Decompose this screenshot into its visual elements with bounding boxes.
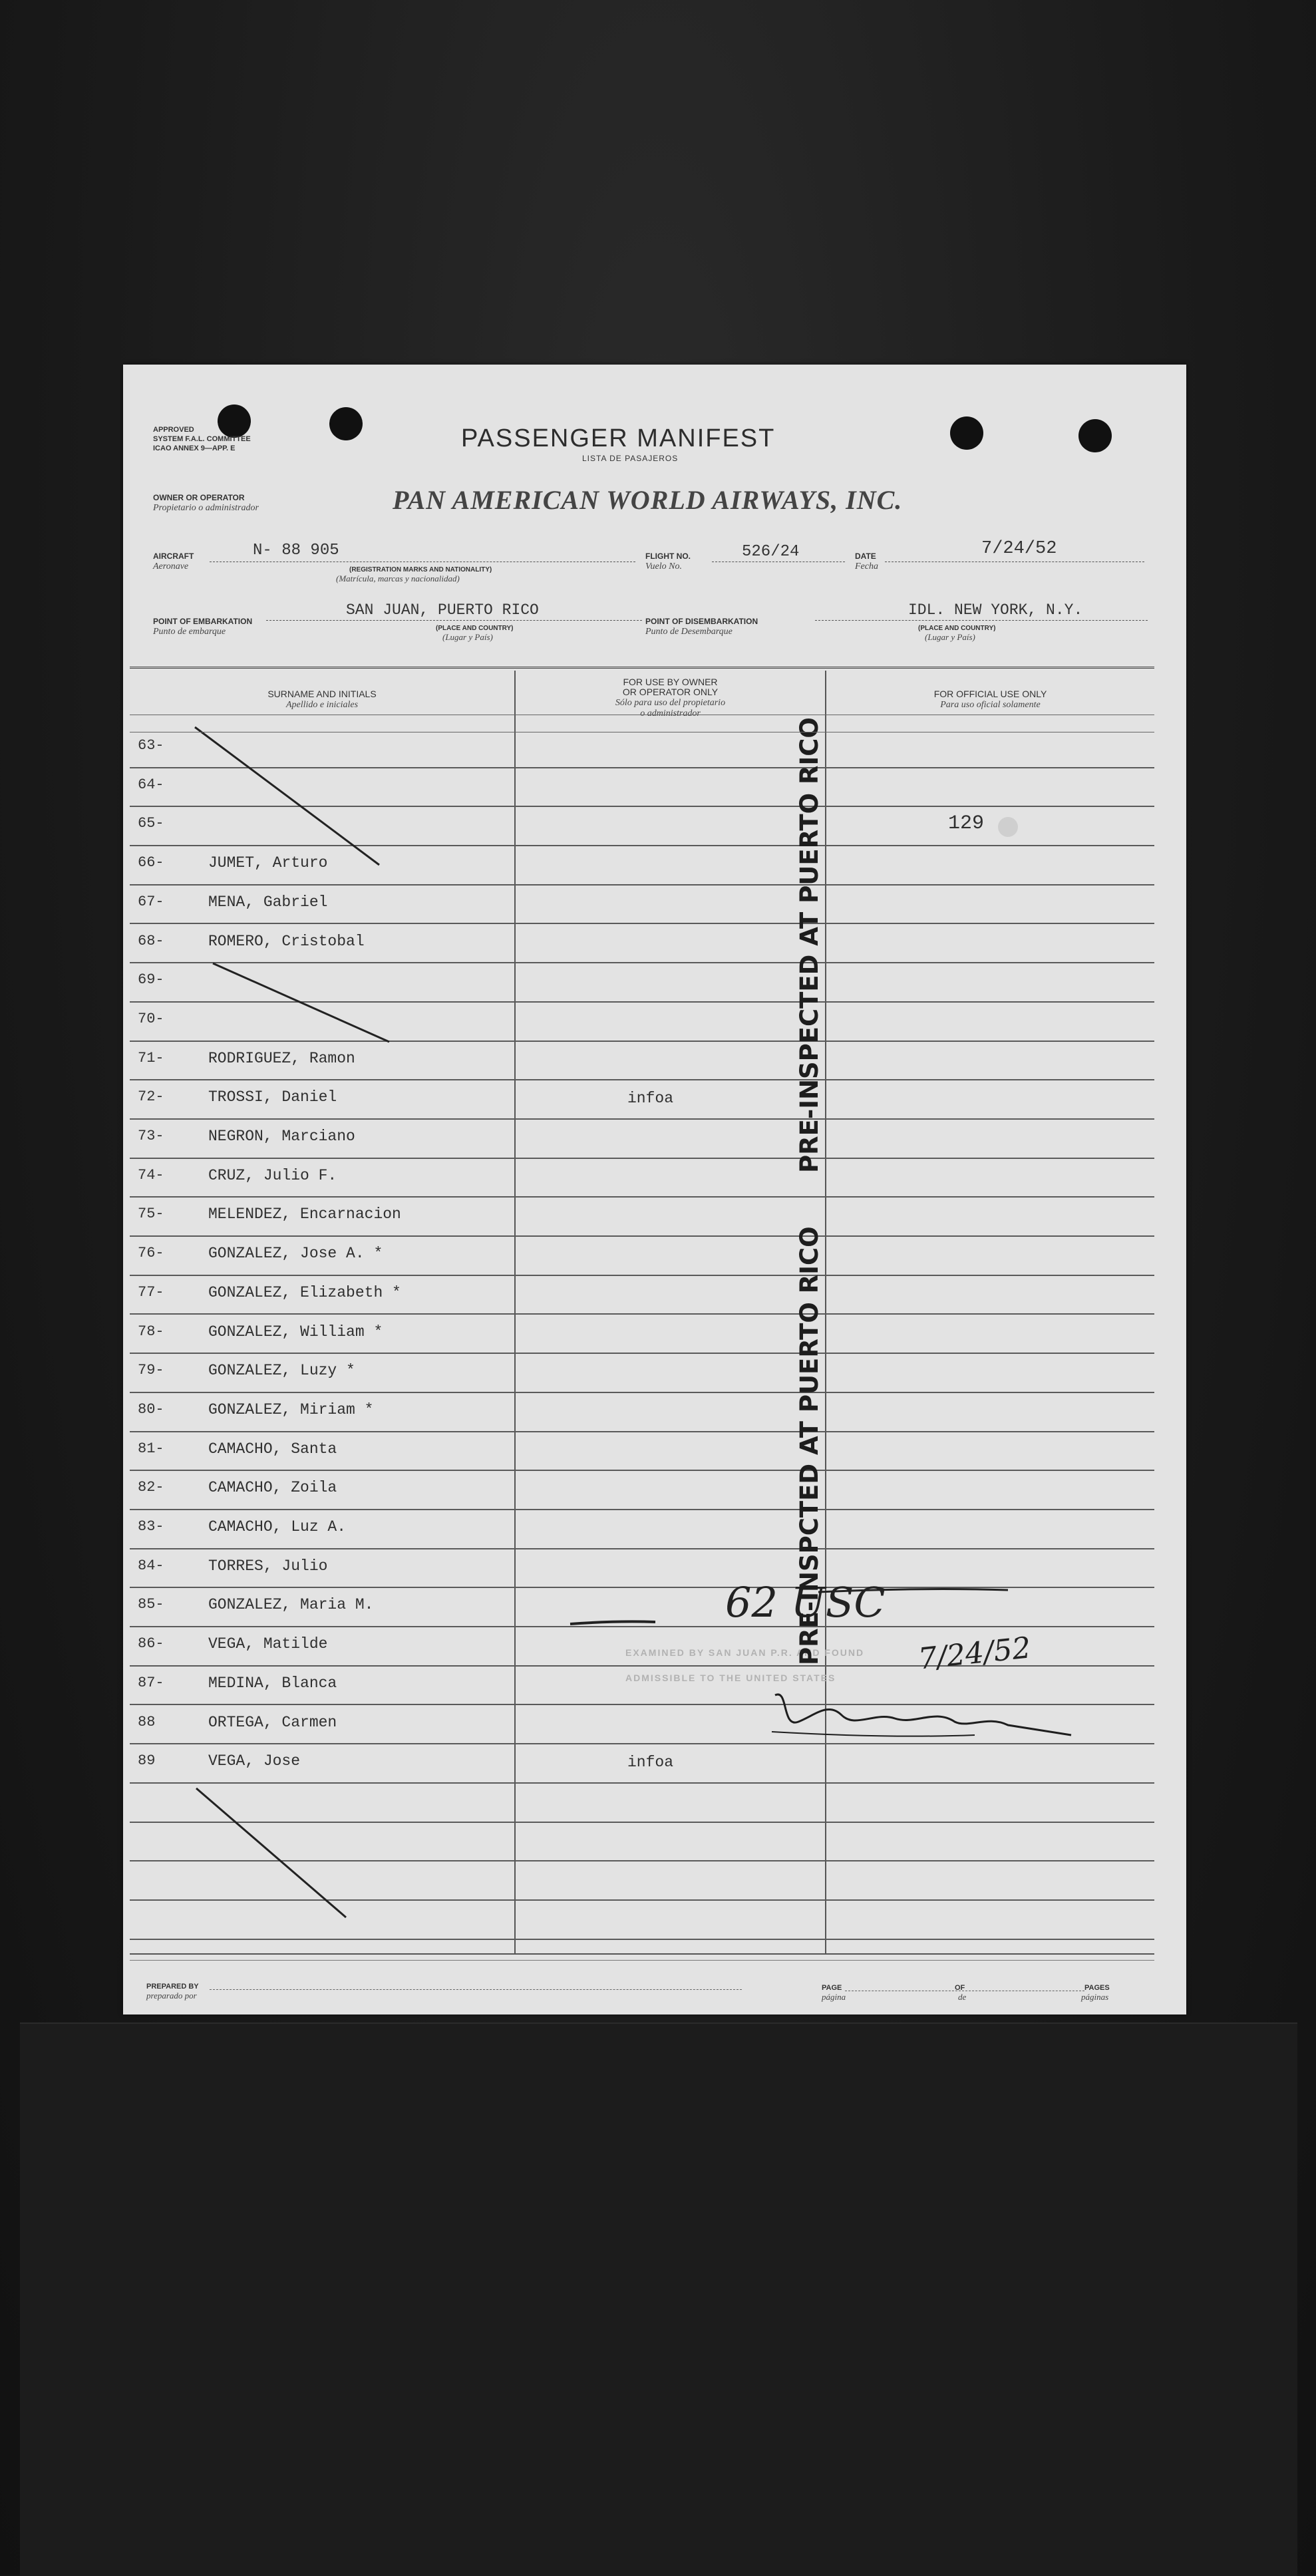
row-number: 87- xyxy=(138,1674,164,1691)
row-number: 64- xyxy=(138,776,164,793)
row-number: 67- xyxy=(138,893,164,910)
page-title: PASSENGER MANIFEST xyxy=(461,424,776,452)
col-official-title-es: Para uso oficial solamente xyxy=(940,700,1041,710)
aircraft-label: AIRCRAFT xyxy=(153,552,194,561)
row-number: 85- xyxy=(138,1596,164,1613)
row-number: 73- xyxy=(138,1128,164,1144)
passenger-name: GONZALEZ, Elizabeth * xyxy=(208,1283,401,1301)
flight-label-es: Vuelo No. xyxy=(645,562,682,571)
aircraft-value: N- 88 905 xyxy=(253,542,339,560)
embark-label-es: Punto de embarque xyxy=(153,627,226,637)
owner-label-es: Propietario o administrador xyxy=(153,503,259,513)
passenger-name: GONZALEZ, Jose A. * xyxy=(208,1245,383,1263)
prepared-label-es: preparado por xyxy=(146,1991,197,2001)
disembark-value: IDL. NEW YORK, N.Y. xyxy=(908,601,1083,619)
row-number: 88 xyxy=(138,1713,156,1730)
row-number: 86- xyxy=(138,1635,164,1653)
registration-note: (REGISTRATION MARKS AND NATIONALITY) xyxy=(349,566,492,573)
annotation-layer xyxy=(123,365,1186,2014)
passenger-name: VEGA, Jose xyxy=(208,1752,301,1770)
date-label: DATE xyxy=(855,552,876,561)
owner-note: infoa xyxy=(627,1090,674,1108)
pages-label: PAGES xyxy=(1084,1984,1110,1992)
row-number: 65- xyxy=(138,815,164,832)
row-number: 84- xyxy=(138,1557,164,1574)
owner-note: infoa xyxy=(627,1754,674,1772)
manifest-page xyxy=(123,365,1186,2014)
registration-note-es: (Matrícula, marcas y nacionalidad) xyxy=(336,573,460,583)
crossout-stroke xyxy=(196,1788,346,1917)
row-number: 68- xyxy=(138,932,164,949)
disembark-place-note-es: (Lugar y País) xyxy=(925,632,975,642)
passenger-name: CAMACHO, Santa xyxy=(208,1440,337,1458)
operator-name: PAN AMERICAN WORLD AIRWAYS, INC. xyxy=(393,485,903,515)
col-owner-title-1: FOR USE BY OWNER xyxy=(623,677,718,687)
official-value: 129 xyxy=(948,812,985,836)
embark-value: SAN JUAN, PUERTO RICO xyxy=(346,601,539,619)
row-number: 63- xyxy=(138,737,164,754)
row-number: 77- xyxy=(138,1283,164,1301)
passenger-name: ORTEGA, Carmen xyxy=(208,1713,337,1731)
signature-underline xyxy=(772,1732,975,1736)
col-owner-title-es-2: o administrador xyxy=(640,709,701,719)
signature-stroke xyxy=(775,1694,1071,1735)
row-number: 70- xyxy=(138,1010,164,1027)
row-number: 72- xyxy=(138,1088,164,1106)
passenger-name: GONZALEZ, William * xyxy=(208,1323,383,1341)
handwritten-dash xyxy=(570,1621,655,1624)
row-number: 80- xyxy=(138,1400,164,1418)
pre-inspected-stamp-lower: PRE-INSPCTED AT PUERTO RICO xyxy=(795,1226,824,1665)
passenger-name: RODRIGUEZ, Ramon xyxy=(208,1049,355,1067)
passenger-name: VEGA, Matilde xyxy=(208,1635,328,1653)
crossout-stroke xyxy=(195,727,379,865)
col-name-title: SURNAME AND INITIALS xyxy=(267,689,377,699)
disembark-label-es: Punto de Desembarque xyxy=(645,627,733,637)
passenger-name: GONZALEZ, Luzy * xyxy=(208,1362,355,1380)
disembark-label: POINT OF DISEMBARKATION xyxy=(645,617,758,626)
handwritten-count: 62 USC xyxy=(725,1578,886,1627)
passenger-name: JUMET, Arturo xyxy=(208,854,328,872)
row-number: 82- xyxy=(138,1479,164,1496)
row-number: 76- xyxy=(138,1245,164,1262)
admissible-stamp-line: ADMISSIBLE TO THE UNITED STATES xyxy=(625,1673,836,1683)
page-label-es: página xyxy=(822,1992,846,2002)
flight-value: 526/24 xyxy=(742,543,800,561)
embark-label: POINT OF EMBARKATION xyxy=(153,617,253,626)
page-subtitle: LISTA DE PASAJEROS xyxy=(582,454,679,463)
embark-place-note: (PLACE AND COUNTRY) xyxy=(436,625,514,632)
committee-label: SYSTEM F.A.L. COMMITTEE xyxy=(153,435,251,443)
examined-stamp-line: EXAMINED BY SAN JUAN P.R. AND FOUND xyxy=(625,1647,865,1658)
passenger-name: CAMACHO, Luz A. xyxy=(208,1518,347,1535)
of-label-es: de xyxy=(958,1992,967,2002)
col-name-title-es: Apellido e iniciales xyxy=(285,700,359,710)
col-owner-title-2: OR OPERATOR ONLY xyxy=(622,687,719,697)
pre-inspected-stamp-upper: PRE-INSPECTED AT PUERTO RICO xyxy=(795,717,824,1173)
date-value: 7/24/52 xyxy=(981,539,1057,559)
row-number: 79- xyxy=(138,1362,164,1379)
owner-label: OWNER OR OPERATOR xyxy=(153,493,245,502)
passenger-name: NEGRON, Marciano xyxy=(208,1128,355,1145)
col-owner-title-es-1: Sólo para uso del propietario xyxy=(615,698,726,708)
page-label: PAGE xyxy=(822,1984,842,1992)
smudge xyxy=(998,817,1018,837)
flight-label: FLIGHT NO. xyxy=(645,552,691,561)
row-number: 81- xyxy=(138,1440,164,1457)
passenger-name: CRUZ, Julio F. xyxy=(208,1166,337,1184)
passenger-name: TORRES, Julio xyxy=(208,1557,328,1575)
approved-label: APPROVED xyxy=(153,426,194,434)
scanner-bed xyxy=(20,2022,1297,2576)
row-number: 66- xyxy=(138,854,164,872)
col-official-title: FOR OFFICIAL USE ONLY xyxy=(933,689,1047,699)
passenger-name: TROSSI, Daniel xyxy=(208,1088,337,1106)
row-number: 74- xyxy=(138,1166,164,1184)
row-number: 75- xyxy=(138,1206,164,1223)
date-label-es: Fecha xyxy=(855,562,878,571)
passenger-name: GONZALEZ, Miriam * xyxy=(208,1400,374,1418)
row-number: 78- xyxy=(138,1323,164,1340)
handwritten-date: 7/24/52 xyxy=(916,1631,1033,1677)
aircraft-label-es: Aeronave xyxy=(153,562,189,571)
annex-label: ICAO ANNEX 9—APP. E xyxy=(153,444,236,452)
disembark-place-note: (PLACE AND COUNTRY) xyxy=(918,625,996,632)
row-number: 69- xyxy=(138,971,164,989)
row-number: 89 xyxy=(138,1752,156,1770)
prepared-label: PREPARED BY xyxy=(146,1983,199,1991)
passenger-name: ROMERO, Cristobal xyxy=(208,932,365,950)
passenger-name: MENA, Gabriel xyxy=(208,893,328,911)
passenger-name: CAMACHO, Zoila xyxy=(208,1479,337,1497)
row-number: 71- xyxy=(138,1049,164,1066)
pages-label-es: páginas xyxy=(1081,1992,1109,2002)
passenger-name: MELENDEZ, Encarnacion xyxy=(208,1206,401,1223)
embark-place-note-es: (Lugar y País) xyxy=(442,632,493,642)
row-number: 83- xyxy=(138,1518,164,1535)
passenger-name: MEDINA, Blanca xyxy=(208,1674,337,1692)
of-label: OF xyxy=(955,1984,965,1992)
crossout-stroke xyxy=(213,963,389,1042)
passenger-name: GONZALEZ, Maria M. xyxy=(208,1596,374,1614)
